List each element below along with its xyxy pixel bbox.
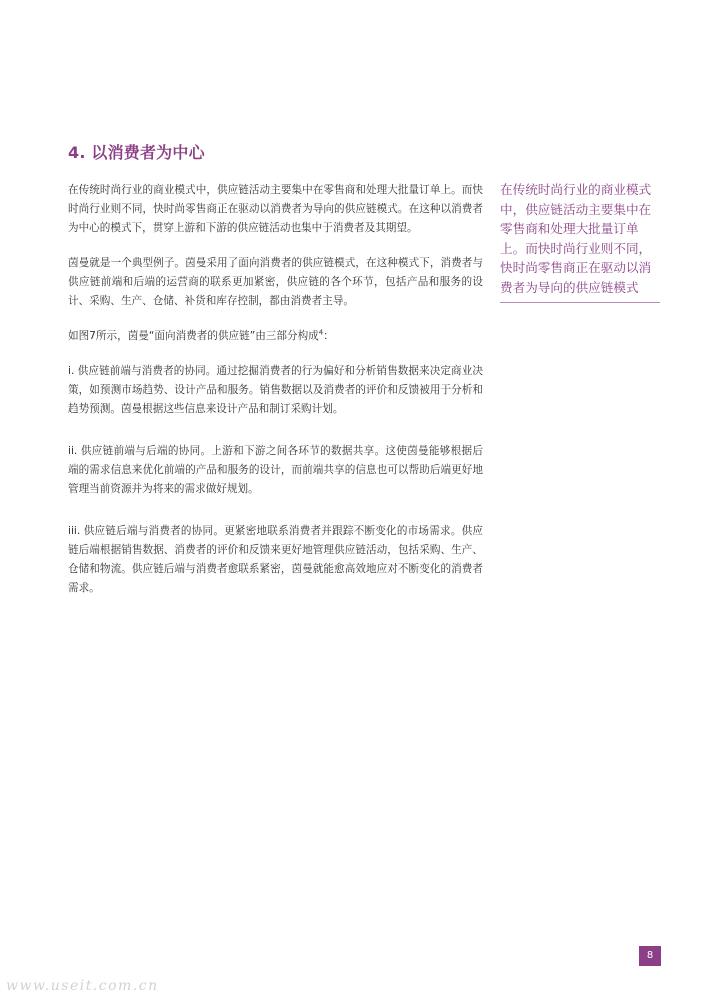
main-text-column xyxy=(68,181,483,614)
list-item-back-end: iii. 供应链后端与消费者的协同。更紧密地联系消费者并跟踪不断变化的市场需求。供应链后端根据销售数据、消费者的评价和反馈来更好地管理供应链活动，包括采购、生产、仓储和物流。供应链后端与消费者愈联系紧密，茵曼就能愈高效地应对不断变化的消费者需求。 xyxy=(68,525,483,594)
watermark-text: www.useit.com.cn xyxy=(6,978,159,994)
list-item-front-back: ii. 供应链前端与后端的协同。上游和下游之间各环节的数据共享。这使茵曼能够根据后端的需求信息来优化前端的产品和服务的设计，而前端共享的信息也可以帮助后端更好地管理当前资源并为将来的需求做好规划。 xyxy=(68,445,483,495)
figure-ref-end: ： xyxy=(323,330,334,342)
page-number-badge: 8 xyxy=(639,946,661,966)
list-item-front-end: i. 供应链前端与消费者的协同。通过挖掘消费者的行为偏好和分析销售数据来决定商业决策，如预测市场趋势、设计产品和服务。销售数据以及消费者的评价和反馈被用于分析和趋势预测。茵曼根据这些信息来设计产品和制订采购计划。 xyxy=(68,365,483,415)
figure-ref-text: 如图7所示，茵曼“面向消费者的供应链”由三部分构成 xyxy=(68,330,319,342)
paragraph-intro: 在传统时尚行业的商业模式中，供应链活动主要集中在零售商和处理大批量订单上。而快时尚行业则不同，快时尚零售商正在驱动以消费者为导向的供应链模式。在这种以消费者为中心的模式下，贯穿上游和下游的供应链活动也集中于消费者及其期望。 xyxy=(68,184,483,234)
paragraph-example: 茵曼就是一个典型例子。茵曼采用了面向消费者的供应链模式，在这种模式下，消费者与供应链前端和后端的运营商的联系更加紧密，供应链的各个环节，包括产品和服务的设计、采购、生产、仓储、补货和库存控制，都由消费者主导。 xyxy=(68,257,483,307)
pull-quote: 在传统时尚行业的商业模式中，供应链活动主要集中在零售商和处理大批量订单上。而快时尚行业则不同，快时尚零售商正在驱动以消费者为导向的供应链模式 xyxy=(500,180,660,303)
paragraph-figure-ref xyxy=(68,327,483,346)
section-heading: 4. 以消费者为中心 xyxy=(68,143,205,162)
footnote-marker: 4 xyxy=(318,328,324,337)
